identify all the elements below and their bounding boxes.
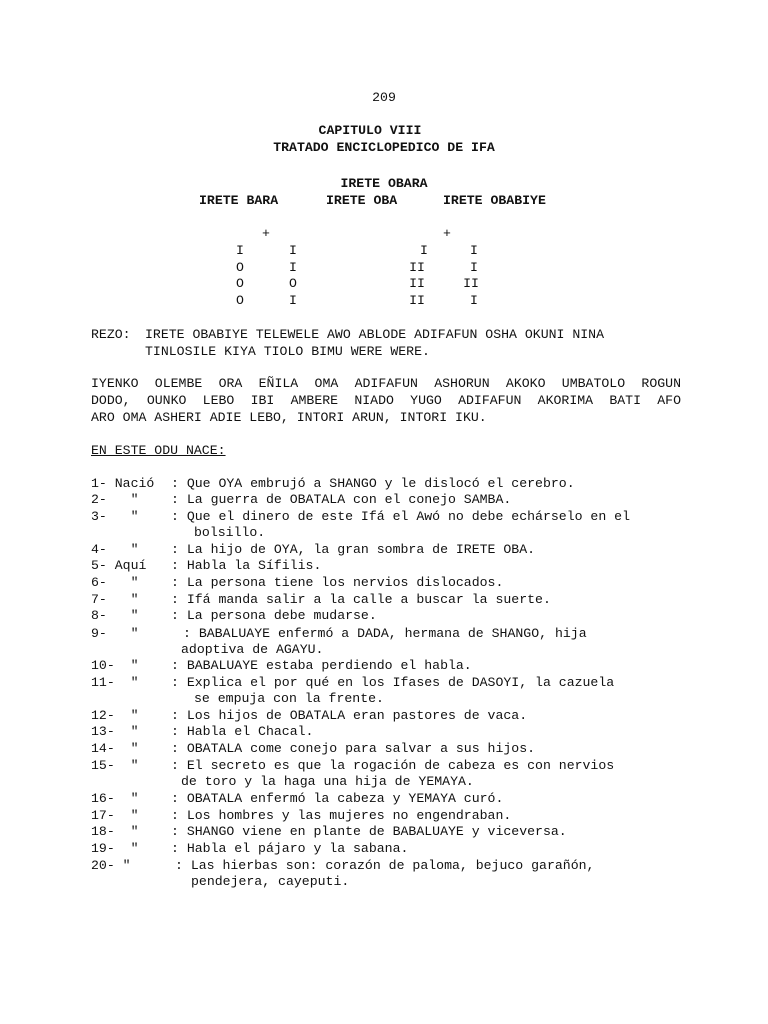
item-number: 5- Aquí [91, 558, 147, 573]
item-number: 14- " [91, 741, 139, 756]
left-sign-mark: I [289, 243, 297, 258]
right-sign-mark: I [470, 260, 478, 275]
item-continuation: bolsillo. [194, 525, 266, 540]
item-number: 1- Nació [91, 476, 155, 491]
item-text: : BABALUAYE estaba perdiendo el habla. [171, 658, 472, 673]
chapter-title: CAPITULO VIII [318, 123, 422, 138]
item-number: 13- " [91, 724, 139, 739]
item-number: 17- " [91, 808, 139, 823]
subtitle-irete-obabiye: IRETE OBABIYE [443, 193, 546, 208]
treatise-title: TRATADO ENCICLOPEDICO DE IFA [273, 140, 495, 155]
left-sign-mark: I [289, 260, 297, 275]
item-number: 9- " [91, 626, 139, 641]
item-number: 20- " [91, 858, 131, 873]
item-text: : Que OYA embrujó a SHANGO y le dislocó el cerebro. [171, 476, 575, 491]
item-number: 18- " [91, 824, 139, 839]
left-sign-mark: O [236, 276, 244, 291]
left-sign-mark: O [236, 293, 244, 308]
item-number: 12- " [91, 708, 139, 723]
item-text: : Ifá manda salir a la calle a buscar la suerte. [171, 592, 551, 607]
item-text: : Explica el por qué en los Ifases de DASOYI, la cazuela [171, 675, 615, 690]
subtitle-irete-bara: IRETE BARA [199, 193, 279, 208]
item-text: : Habla la Sífilis. [171, 558, 322, 573]
item-text: : Habla el pájaro y la sabana. [171, 841, 409, 856]
item-number: 2- " [91, 492, 139, 507]
item-text: : La persona tiene los nervios dislocados. [171, 575, 504, 590]
rezo-line-1: IRETE OBABIYE TELEWELE AWO ABLODE ADIFAFUN OSHA OKUNI NINA [145, 327, 604, 342]
rezo-label: REZO: [91, 327, 131, 342]
item-number: 16- " [91, 791, 139, 806]
item-number: 7- " [91, 592, 139, 607]
item-text: : La persona debe mudarse. [171, 608, 377, 623]
item-number: 4- " [91, 542, 139, 557]
item-text: : Los hijos de OBATALA eran pastores de vaca. [171, 708, 528, 723]
item-number: 10- " [91, 658, 139, 673]
item-number: 6- " [91, 575, 139, 590]
item-number: 15- " [91, 758, 139, 773]
right-sign-mark: II [463, 276, 479, 291]
item-text: : La guerra de OBATALA con el conejo SAMBA. [171, 492, 512, 507]
item-number: 8- " [91, 608, 139, 623]
item-number: 19- " [91, 841, 139, 856]
item-continuation: pendejera, cayeputi. [191, 874, 350, 889]
left-sign-mark: I [289, 293, 297, 308]
right-sign-mark: I [420, 243, 428, 258]
item-text: : Los hombres y las mujeres no engendraban. [171, 808, 512, 823]
section-heading: EN ESTE ODU NACE: [91, 443, 226, 458]
item-text: : SHANGO viene en plante de BABALUAYE y viceversa. [171, 824, 567, 839]
right-sign-mark: I [470, 243, 478, 258]
item-text: : Habla el Chacal. [171, 724, 314, 739]
right-sign-mark: I [470, 293, 478, 308]
iyenko-line-2: DODO, OUNKO LEBO IBI AMBERE NIADO YUGO ADIFAFUN AKORIMA BATI AFO [91, 393, 681, 408]
item-text: : BABALUAYE enfermó a DADA, hermana de SHANGO, hija [183, 626, 587, 641]
item-continuation: adoptiva de AGAYU. [181, 642, 324, 657]
right-sign-plus: + [443, 226, 451, 241]
right-sign-mark: II [409, 293, 425, 308]
page-number: 209 [372, 90, 396, 105]
item-text: : El secreto es que la rogación de cabeza es con nervios [171, 758, 615, 773]
left-sign-mark: I [236, 243, 244, 258]
item-text: : Que el dinero de este Ifá el Awó no debe echárselo en el [171, 509, 630, 524]
item-text: : La hijo de OYA, la gran sombra de IRETE OBA. [171, 542, 536, 557]
right-sign-mark: II [409, 260, 425, 275]
item-number: 11- " [91, 675, 139, 690]
right-sign-mark: II [409, 276, 425, 291]
item-text: : OBATALA enfermó la cabeza y YEMAYA curó. [171, 791, 504, 806]
rezo-line-2: TINLOSILE KIYA TIOLO BIMU WERE WERE. [145, 344, 430, 359]
iyenko-line-1: IYENKO OLEMBE ORA EÑILA OMA ADIFAFUN ASHORUN AKOKO UMBATOLO ROGUN [91, 376, 681, 391]
odu-title: IRETE OBARA [340, 176, 428, 191]
iyenko-line-3: ARO OMA ASHERI ADIE LEBO, INTORI ARUN, INTORI IKU. [91, 410, 487, 425]
item-number: 3- " [91, 509, 139, 524]
left-sign-plus: + [262, 226, 270, 241]
item-text: : Las hierbas son: corazón de paloma, bejuco garañón, [175, 858, 595, 873]
left-sign-mark: O [236, 260, 244, 275]
item-continuation: se empuja con la frente. [194, 691, 384, 706]
left-sign-mark: O [289, 276, 297, 291]
subtitle-irete-oba: IRETE OBA [326, 193, 398, 208]
item-text: : OBATALA come conejo para salvar a sus hijos. [171, 741, 536, 756]
item-continuation: de toro y la haga una hija de YEMAYA. [181, 774, 474, 789]
